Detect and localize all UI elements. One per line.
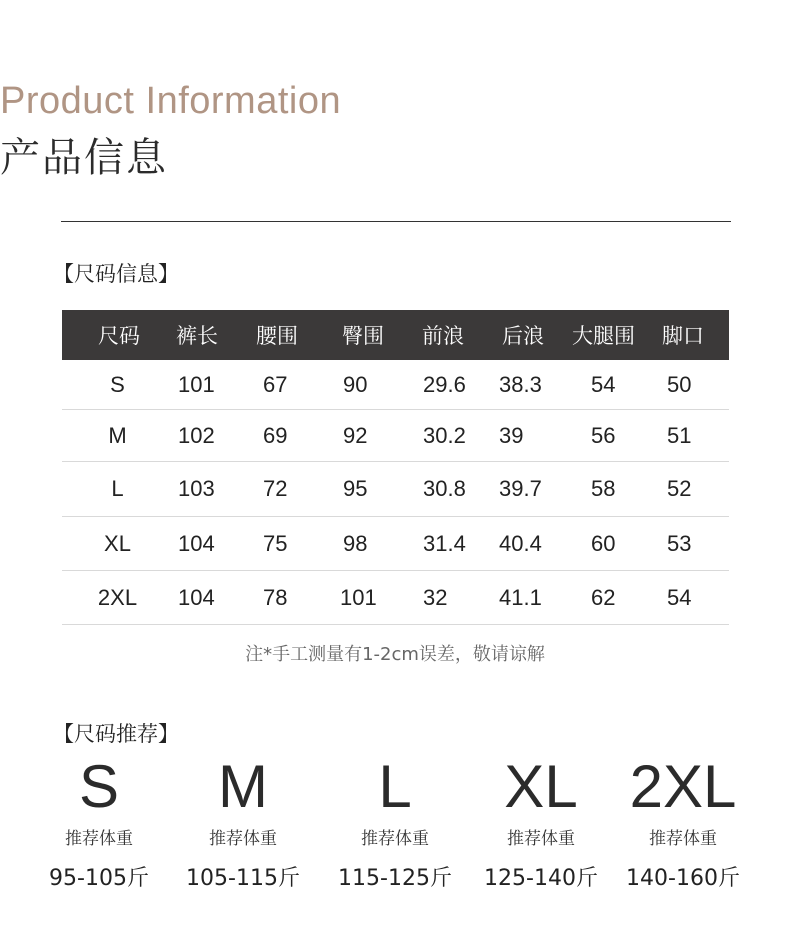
col-header-length: 裤长: [173, 310, 253, 360]
table-cell: 62: [569, 571, 659, 625]
recommend-weight-range: 105-115斤: [186, 866, 300, 891]
table-cell: 101: [173, 360, 253, 410]
measurement-note: 注*手工测量有1-2cm误差，敬请谅解: [245, 644, 545, 665]
recommend-size: L: [378, 753, 412, 820]
recommend-size: M: [218, 753, 268, 820]
table-cell: 95: [339, 462, 419, 517]
size-info-label: 【尺码信息】: [53, 262, 179, 286]
table-cell: 53: [659, 517, 729, 571]
recommend-weight-label: 推荐体重: [209, 829, 277, 849]
recommend-weight-label: 推荐体重: [361, 829, 429, 849]
table-cell: L: [62, 462, 173, 517]
table-cell: 39.7: [499, 462, 569, 517]
table-row: [62, 462, 729, 517]
recommend-size: S: [78, 753, 120, 820]
table-cell: 60: [569, 517, 659, 571]
col-header-back-rise: 后浪: [499, 310, 569, 360]
table-cell: M: [62, 410, 173, 462]
table-cell: 56: [569, 410, 659, 462]
table-cell: 75: [253, 517, 339, 571]
table-cell: 104: [173, 571, 253, 625]
table-cell: XL: [62, 517, 173, 571]
table-cell: 41.1: [499, 571, 569, 625]
table-cell: 67: [253, 360, 339, 410]
col-header-waist: 腰围: [253, 310, 339, 360]
col-header-thigh: 大腿围: [569, 310, 659, 360]
table-cell: 52: [659, 462, 729, 517]
table-cell: 30.2: [419, 410, 499, 462]
size-recommend-label: 【尺码推荐】: [53, 722, 179, 746]
table-row: [62, 360, 729, 410]
divider: [61, 221, 731, 222]
size-recommend-item: [24, 752, 174, 892]
table-cell: 54: [659, 571, 729, 625]
col-header-size: 尺码: [62, 310, 173, 360]
table-cell: 104: [173, 517, 253, 571]
table-cell: 98: [339, 517, 419, 571]
table-cell: 31.4: [419, 517, 499, 571]
page-title-cn: 产品信息: [0, 135, 168, 181]
table-cell: 102: [173, 410, 253, 462]
col-header-leg-opening: 脚口: [659, 310, 729, 360]
table-cell: 90: [339, 360, 419, 410]
recommend-weight-label: 推荐体重: [507, 829, 575, 849]
recommend-weight-range: 115-125斤: [338, 866, 452, 891]
table-cell: 92: [339, 410, 419, 462]
size-table: [62, 310, 729, 625]
table-cell: 38.3: [499, 360, 569, 410]
table-cell: 50: [659, 360, 729, 410]
recommend-weight-range: 125-140斤: [484, 866, 598, 891]
table-cell: 54: [569, 360, 659, 410]
recommend-weight-range: 95-105斤: [49, 866, 149, 891]
table-cell: 32: [419, 571, 499, 625]
size-recommend-item: [168, 752, 318, 892]
recommend-size: 2XL: [629, 753, 737, 820]
table-header-row: [62, 310, 729, 360]
table-cell: S: [62, 360, 173, 410]
col-header-front-rise: 前浪: [419, 310, 499, 360]
table-cell: 69: [253, 410, 339, 462]
table-cell: 78: [253, 571, 339, 625]
col-header-hip: 臀围: [339, 310, 419, 360]
size-recommend-item: [466, 752, 616, 892]
table-cell: 2XL: [62, 571, 173, 625]
table-cell: 51: [659, 410, 729, 462]
table-cell: 58: [569, 462, 659, 517]
table-cell: 40.4: [499, 517, 569, 571]
table-cell: 39: [499, 410, 569, 462]
size-recommend-item: [320, 752, 470, 892]
size-recommend-item: [608, 752, 758, 892]
table-row: [62, 410, 729, 462]
table-row: [62, 571, 729, 625]
recommend-weight-label: 推荐体重: [65, 829, 133, 849]
table-cell: 103: [173, 462, 253, 517]
page-title-en: Product Information: [0, 80, 342, 122]
recommend-size: XL: [504, 753, 578, 820]
table-cell: 72: [253, 462, 339, 517]
table-cell: 101: [339, 571, 419, 625]
table-row: [62, 517, 729, 571]
recommend-weight-label: 推荐体重: [649, 829, 717, 849]
recommend-weight-range: 140-160斤: [626, 866, 740, 891]
table-cell: 30.8: [419, 462, 499, 517]
table-cell: 29.6: [419, 360, 499, 410]
